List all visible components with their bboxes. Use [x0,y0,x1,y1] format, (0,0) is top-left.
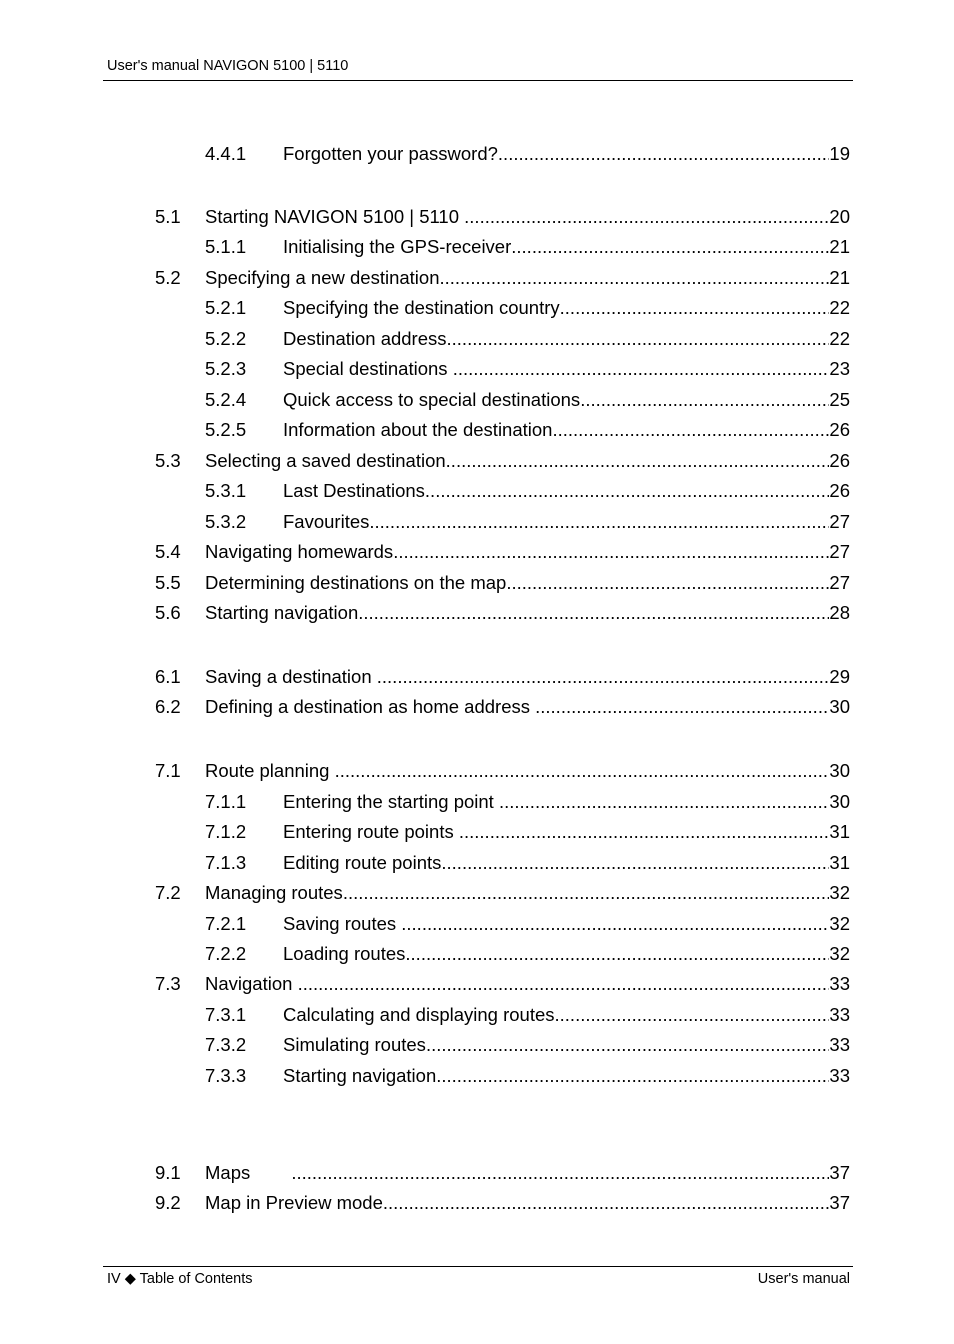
toc-entry-title: Information about the destination [283,419,553,440]
toc-entry[interactable] [205,912,850,936]
toc-dot-leader [439,266,829,290]
toc-entry[interactable] [155,449,850,473]
toc-entry-title: Starting navigation [205,602,359,623]
toc-entry-title: Selecting a saved destination [205,450,446,471]
toc-entry-title: Simulating routes [283,1034,426,1055]
toc-entry-number: 5.3.2 [205,511,247,532]
toc-dot-leader [580,388,829,412]
toc-entry[interactable] [205,1064,850,1088]
toc-entry-page: 26 [829,419,850,440]
toc-entry-page: 29 [829,666,850,687]
toc-entry-number: 5.3 [155,450,181,471]
toc-entry-title: Editing route points [283,852,442,873]
toc-entry[interactable] [155,665,850,689]
toc-dot-leader [383,1191,830,1215]
toc-entry[interactable] [205,388,850,412]
toc-entry-title: Initialising the GPS-receiver [283,236,512,257]
toc-entry-number: 5.1.1 [205,236,247,257]
toc-entry-number: 5.2.1 [205,297,247,318]
toc-entry-number: 7.2 [155,882,181,903]
page-header [103,56,853,81]
toc-dot-leader [499,790,829,814]
toc-dot-leader [441,851,829,875]
toc-entry-title: Specifying a new destination [205,267,440,288]
toc-entry[interactable] [155,1161,850,1185]
toc-entry-number: 7.3.3 [205,1065,247,1086]
toc-dot-leader [560,296,830,320]
toc-entry-title: Maps [205,1162,292,1183]
toc-entry-title: Starting NAVIGON 5100 | 5110 [205,206,465,227]
toc-entry-number: 5.1 [155,206,181,227]
toc-dot-leader [425,479,830,503]
toc-entry[interactable] [205,820,850,844]
toc-entry-page: 37 [829,1162,850,1183]
toc-entry-number: 9.1 [155,1162,181,1183]
toc-entry-page: 33 [829,1034,850,1055]
toc-entry-title: Starting navigation [283,1065,437,1086]
toc-entry-page: 28 [829,602,850,623]
toc-entry[interactable] [155,881,850,905]
toc-entry-page: 32 [829,943,850,964]
toc-dot-leader [426,1033,829,1057]
toc-entry-number: 7.1.3 [205,852,247,873]
toc-entry[interactable] [205,479,850,503]
toc-entry-title: Managing routes [205,882,343,903]
toc-dot-leader [511,235,829,259]
toc-dot-leader [343,881,830,905]
toc-entry-title: Navigation [205,973,298,994]
header-text: User's manual NAVIGON 5100 | 5110 [107,58,349,74]
toc-entry-page: 33 [829,1004,850,1025]
toc-entry-title: Entering route points [283,821,459,842]
footer-left-text: IV ◆ Table of Contents [107,1271,253,1287]
toc-entry-number: 7.3.2 [205,1034,247,1055]
toc-entry-page: 30 [829,696,850,717]
page-footer [103,1266,853,1293]
toc-entry-page: 31 [829,821,850,842]
toc-dot-leader [535,695,829,719]
toc-entry-page: 30 [829,791,850,812]
toc-entry-title: Last Destinations [283,480,425,501]
toc-entry-number: 9.2 [155,1192,181,1213]
toc-entry[interactable] [205,1003,850,1027]
toc-entry-title: Special destinations [283,358,453,379]
toc-entry-number: 7.1 [155,760,181,781]
toc-entry-page: 22 [829,328,850,349]
toc-entry-page: 31 [829,852,850,873]
footer-right-text: User's manual [757,1271,850,1287]
toc-entry[interactable] [155,972,850,996]
toc-dot-leader [291,1161,829,1185]
toc-entry[interactable] [155,540,850,564]
toc-entry-number: 5.4 [155,541,181,562]
toc-entry-page: 27 [829,511,850,532]
toc-entry-number: 7.3.1 [205,1004,247,1025]
toc-entry[interactable] [155,571,850,595]
toc-entry-page: 27 [829,541,850,562]
toc-entry-page: 26 [829,480,850,501]
toc-entry-number: 5.2.5 [205,419,247,440]
toc-entry[interactable] [155,601,850,625]
toc-dot-leader [464,205,829,229]
toc-entry-page: 23 [829,358,850,379]
toc-dot-leader [369,510,829,534]
toc-entry[interactable] [205,357,850,381]
toc-entry-title: Forgotten your password? [283,143,498,164]
toc-entry-title: Entering the starting point [283,791,499,812]
toc-entry-title: Map in Preview mode [205,1192,383,1213]
toc-entry[interactable] [155,759,850,783]
toc-entry-number: 5.3.1 [205,480,247,501]
toc-dot-leader [335,759,830,783]
toc-dot-leader [393,540,829,564]
toc-dot-leader [446,449,830,473]
toc-entry-title: Destination address [283,328,447,349]
toc-entry[interactable] [155,695,850,719]
toc-entry[interactable] [155,1191,850,1215]
toc-entry-number: 5.5 [155,572,181,593]
toc-dot-leader [298,972,830,996]
toc-entry-page: 33 [829,973,850,994]
toc-entry-title: Calculating and displaying routes [283,1004,555,1025]
toc-dot-leader [377,665,830,689]
toc-entry-title: Favourites [283,511,370,532]
toc-entry-number: 5.2.4 [205,389,247,410]
toc-entry-title: Defining a destination as home address [205,696,536,717]
toc-entry-page: 26 [829,450,850,471]
toc-entry-number: 5.2.3 [205,358,247,379]
toc-entry[interactable] [205,142,850,166]
toc-entry-number: 5.6 [155,602,181,623]
toc-entry[interactable] [205,296,850,320]
toc-entry-page: 27 [829,572,850,593]
toc-entry-page: 22 [829,297,850,318]
toc-entry-title: Quick access to special destinations [283,389,581,410]
toc-entry-number: 7.3 [155,973,181,994]
toc-dot-leader [459,820,830,844]
toc-entry-number: 7.1.2 [205,821,247,842]
toc-entry[interactable] [155,266,850,290]
toc-entry[interactable] [205,790,850,814]
toc-dot-leader [436,1064,829,1088]
toc-entry-number: 6.2 [155,696,181,717]
toc-entry[interactable] [205,942,850,966]
toc-dot-leader [498,142,830,166]
toc-entry[interactable] [205,510,850,534]
toc-entry-title: Route planning [205,760,335,781]
toc-entry-title: Specifying the destination country [283,297,560,318]
toc-dot-leader [447,327,830,351]
toc-entry-page: 37 [829,1192,850,1213]
toc-entry-page: 32 [829,913,850,934]
toc-entry-number: 5.2 [155,267,181,288]
toc-entry-page: 33 [829,1065,850,1086]
toc-entry-number: 7.1.1 [205,791,247,812]
toc-entry-number: 6.1 [155,666,181,687]
toc-entry-page: 32 [829,882,850,903]
toc-entry-page: 19 [829,143,850,164]
toc-entry[interactable] [205,327,850,351]
toc-entry[interactable] [205,418,850,442]
toc-entry-title: Loading routes [283,943,406,964]
toc-dot-leader [552,418,829,442]
toc-entry-page: 20 [829,206,850,227]
toc-dot-leader [358,601,829,625]
toc-entry[interactable] [205,851,850,875]
toc-entry[interactable] [155,205,850,229]
toc-entry-title: Determining destinations on the map [205,572,507,593]
toc-dot-leader [401,912,829,936]
toc-entry-title: Saving a destination [205,666,377,687]
toc-dot-leader [405,942,829,966]
toc-entry[interactable] [205,235,850,259]
toc-entry-page: 21 [829,267,850,288]
toc-entry-page: 21 [829,236,850,257]
toc-dot-leader [453,357,830,381]
toc-entry-number: 7.2.1 [205,913,247,934]
toc-dot-leader [506,571,829,595]
toc-entry-page: 30 [829,760,850,781]
toc-entry-page: 25 [829,389,850,410]
toc-dot-leader [555,1003,830,1027]
toc-entry-number: 4.4.1 [205,143,247,164]
toc-entry-title: Saving routes [283,913,402,934]
toc-entry-number: 5.2.2 [205,328,247,349]
toc-entry-number: 7.2.2 [205,943,247,964]
toc-entry[interactable] [205,1033,850,1057]
toc-entry-title: Navigating homewards [205,541,394,562]
